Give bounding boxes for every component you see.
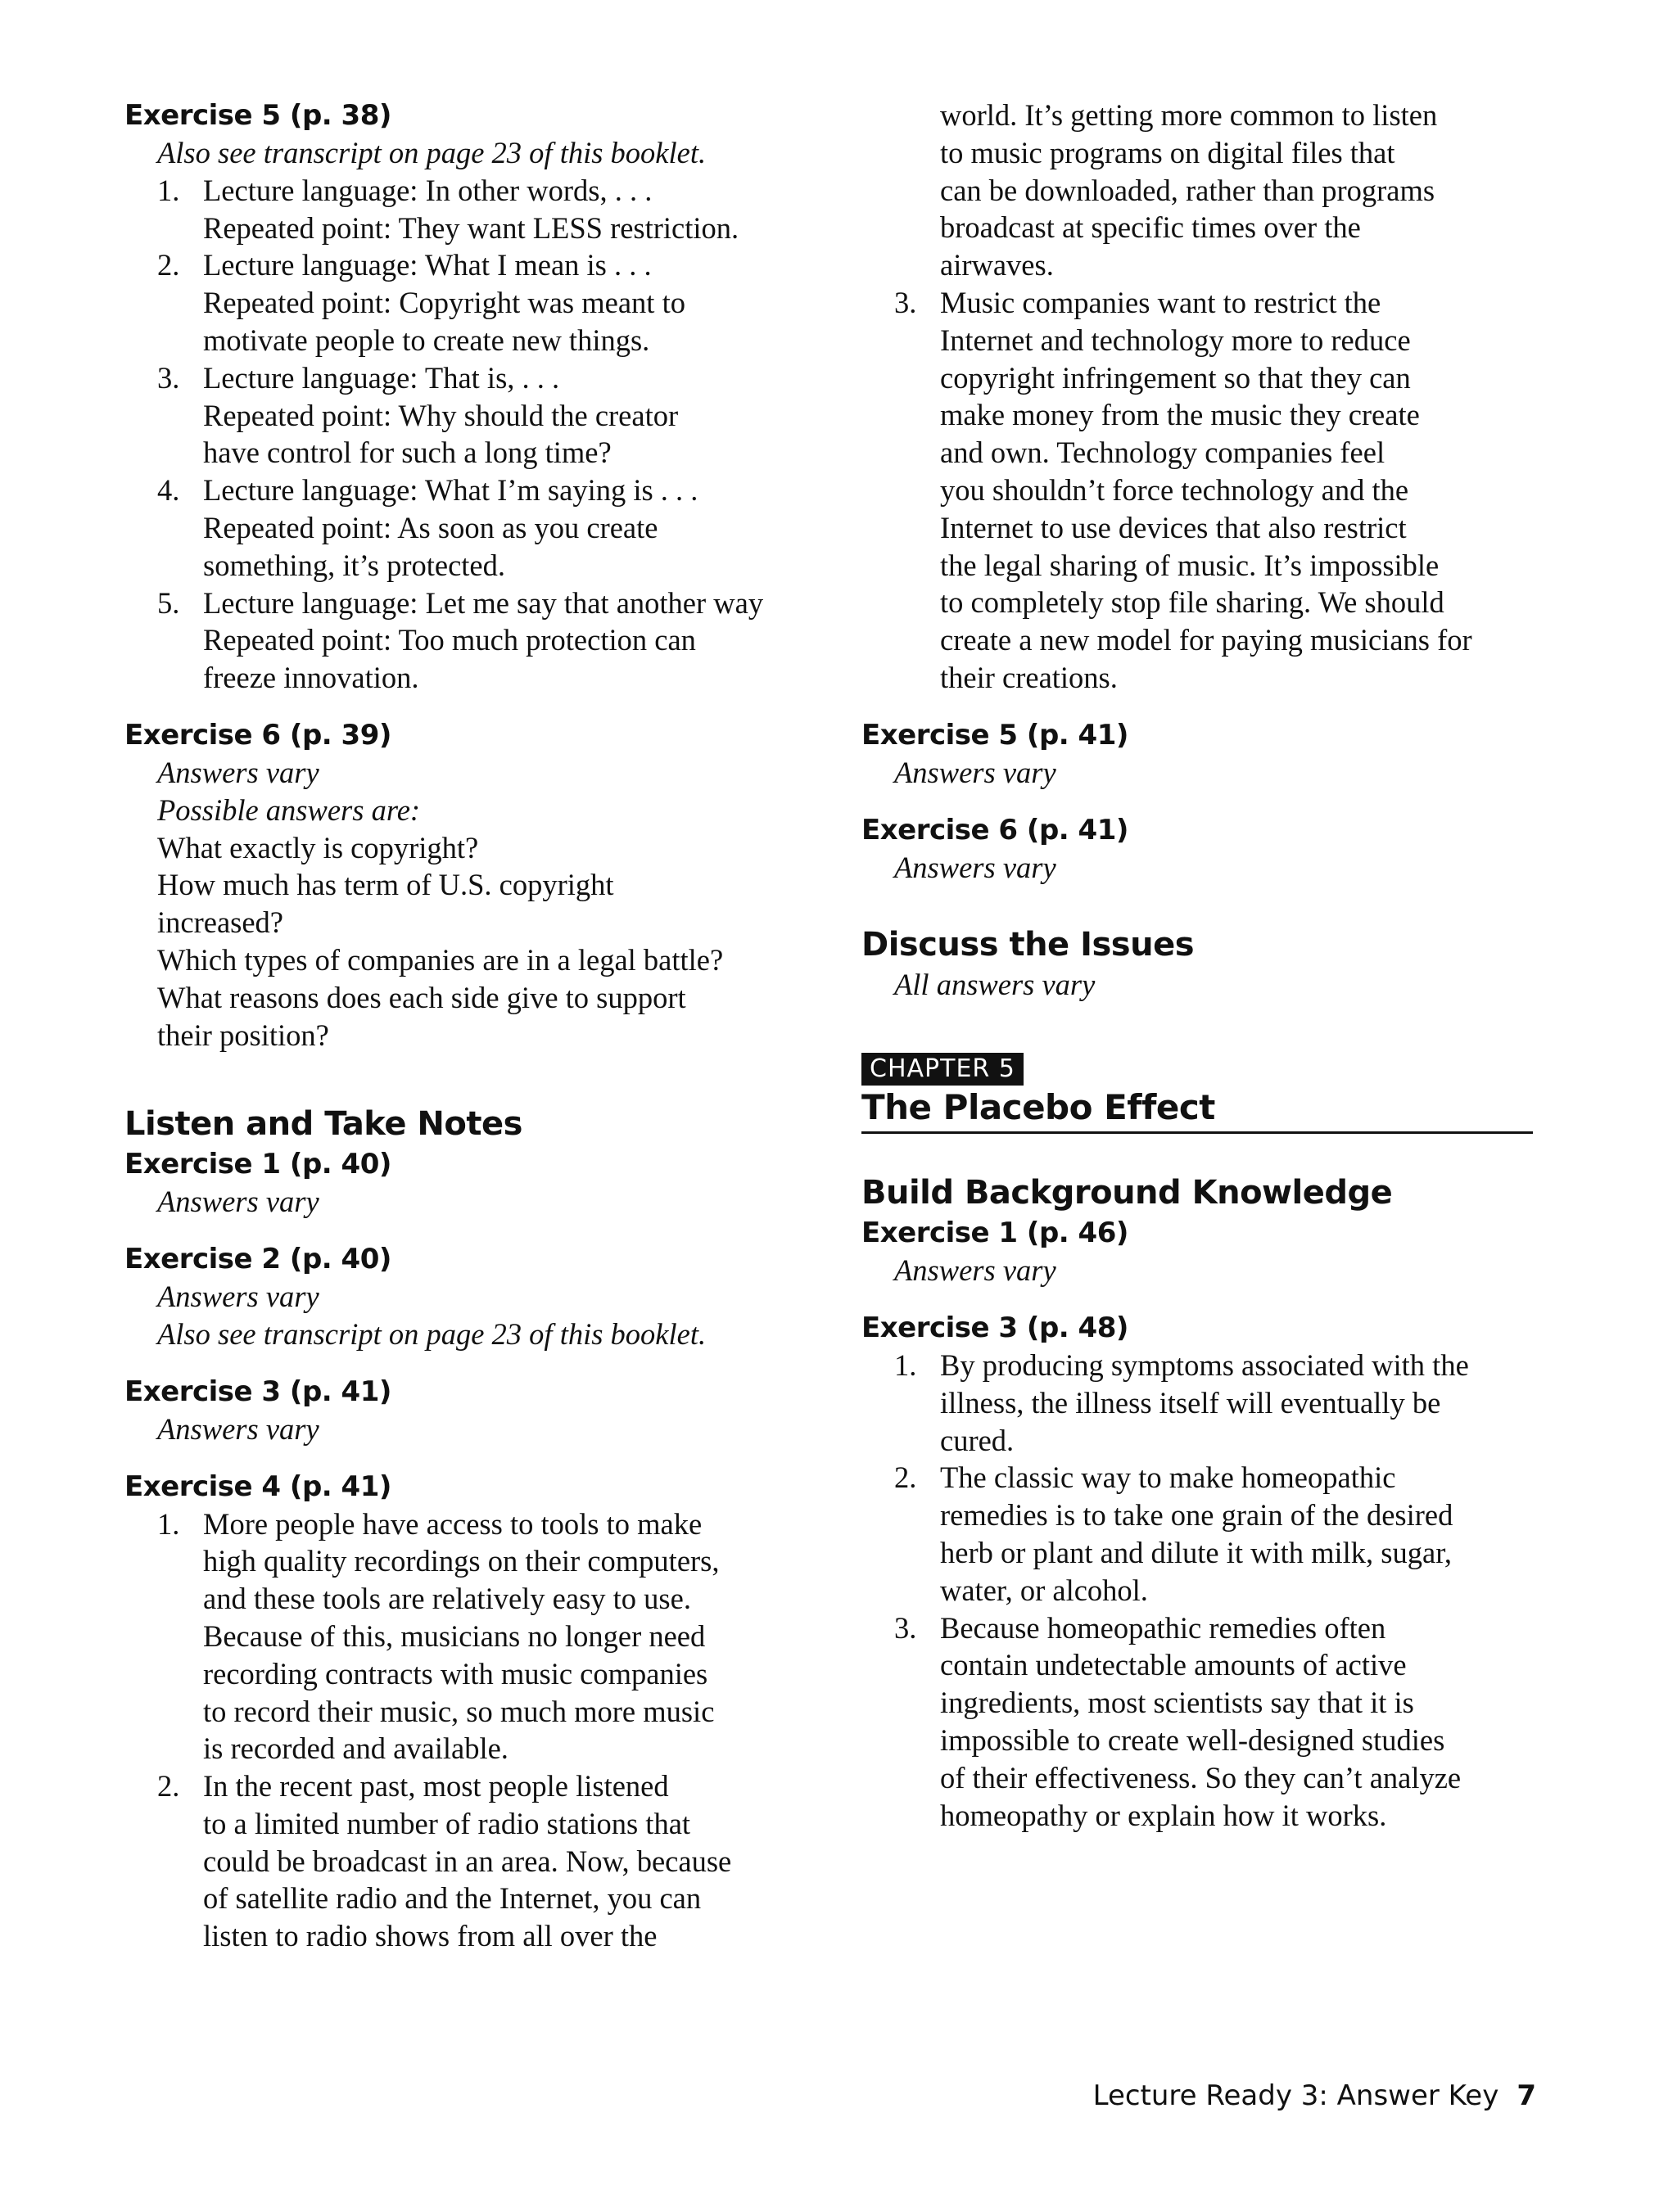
section-title: Discuss the Issues: [861, 926, 1195, 964]
list-item: 1. By producing symptoms associated with the illness, the illness itself will eventually be cured.: [894, 1348, 1469, 1457]
section-title: Build Background Knowledge: [861, 1174, 1393, 1212]
answers-vary: All answers vary: [894, 968, 1096, 1002]
numbered-list: [861, 284, 1549, 697]
numbered-list: [861, 1347, 1549, 1834]
answers-vary: Answers vary: [157, 1280, 319, 1314]
list-item: 3. Music companies want to restrict the Internet and technology more to reduce copyright infringement so that they can make money from the music they create and own. Technology companies feel you shouldn’t force technology and the Internet to use devices that also restrict the legal sharing of music. It’s impossible to completely stop file sharing. We should create a new model for paying musicians for their creations.: [894, 285, 1472, 694]
answers-vary: Answers vary: [157, 1185, 319, 1219]
answers-vary: Answers vary: [157, 1411, 319, 1446]
numbered-list: [124, 1506, 845, 1956]
left-column: [124, 97, 845, 1955]
right-column: [861, 97, 1549, 1834]
list-item: 3. Lecture language: That is, . . . Repeated point: Why should the creator have control for such a long time?: [157, 360, 679, 470]
footer-title: Lecture Ready 3: Answer Key: [1092, 2079, 1499, 2112]
list-item: 1. Lecture language: In other words, . . . Repeated point: They want LESS restriction.: [157, 173, 739, 245]
transcript-note: Also see transcript on page 23 of this booklet.: [157, 136, 707, 169]
exercise-heading: Exercise 3 (p. 48): [861, 1311, 1128, 1344]
section-title: Listen and Take Notes: [124, 1105, 522, 1144]
page-number: 7: [1517, 2079, 1536, 2112]
exercise-heading: Exercise 6 (p. 41): [861, 813, 1128, 846]
exercise-heading: Exercise 5 (p. 38): [124, 99, 391, 132]
exercise-heading: Exercise 3 (p. 41): [124, 1375, 391, 1408]
answers-vary: Answers vary: [894, 1253, 1056, 1288]
chapter-title: The Placebo Effect: [861, 1086, 1533, 1134]
list-item: 4. Lecture language: What I’m saying is . . . Repeated point: As soon as you create something, it’s protected.: [157, 473, 698, 582]
exercise-heading: Exercise 1 (p. 46): [861, 1217, 1128, 1250]
answers-vary: Answers vary: [157, 755, 319, 789]
list-item: 2. In the recent past, most people listened to a limited number of radio stations that could be broadcast in an area. Now, because of satellite radio and the Internet, you can listen to radio shows from all over the: [157, 1769, 732, 1953]
answers-vary: Answers vary: [894, 755, 1056, 789]
exercise-heading: Exercise 2 (p. 40): [124, 1243, 391, 1276]
list-item: 3. Because homeopathic remedies often contain undetectable amounts of active ingredients, most scientists say that it is impossible to create well-designed studies of their effectiveness. So they can’t analyze homeopathy or explain how it works.: [894, 1610, 1462, 1832]
page-footer: [1093, 2078, 1536, 2114]
list-item-continued: world. It’s getting more common to listen to music programs on digital files that can be downloaded, rather than programs broadcast at specific times over the airwaves.: [940, 98, 1438, 282]
list-item: 2. Lecture language: What I mean is . . . Repeated point: Copyright was meant to motivate people to create new things.: [157, 248, 685, 357]
list-item: 1. More people have access to tools to make high quality recordings on their computers, and these tools are relatively easy to use. Because of this, musicians no longer need recording contracts with music companies to record their music, so much more music is recorded and available.: [157, 1506, 720, 1766]
chapter-badge: CHAPTER 5: [861, 1053, 1024, 1086]
exercise-heading: Exercise 4 (p. 41): [124, 1469, 391, 1503]
list-item: 2. The classic way to make homeopathic remedies is to take one grain of the desired herb or plant and dilute it with milk, sugar, water, or alcohol.: [894, 1460, 1453, 1607]
exercise-heading: Exercise 5 (p. 41): [861, 718, 1128, 752]
numbered-list: [124, 172, 845, 697]
possible-answers: What exactly is copyright? How much has term of U.S. copyright increased? Which types of companies are in a legal battle? What reasons does each side give to support their position?: [157, 830, 724, 1052]
transcript-note: Also see transcript on page 23 of this booklet.: [157, 1316, 707, 1351]
possible-answers-label: Possible answers are:: [157, 792, 421, 827]
exercise-heading: Exercise 6 (p. 39): [124, 718, 391, 752]
exercise-heading: Exercise 1 (p. 40): [124, 1148, 391, 1181]
answers-vary: Answers vary: [894, 850, 1056, 884]
list-item: 5. Lecture language: Let me say that another way Repeated point: Too much protection can freeze innovation.: [157, 585, 764, 695]
